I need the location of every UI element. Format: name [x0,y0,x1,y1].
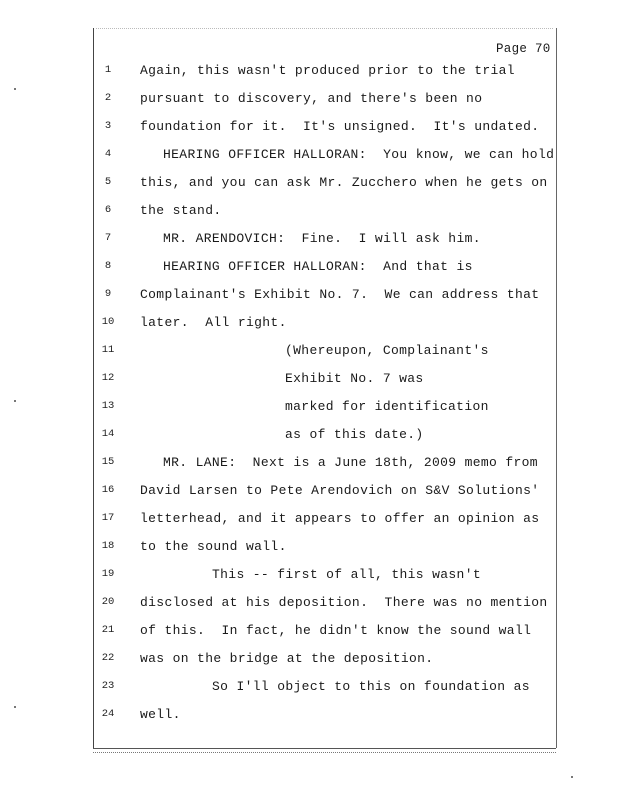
line-number: 18 [101,540,115,552]
transcript-line: HEARING OFFICER HALLORAN: And that is [163,259,473,274]
scan-speck [14,88,16,90]
transcript-line: So I'll object to this on foundation as [212,679,530,694]
transcript-line: to the sound wall. [140,539,287,554]
line-number: 12 [101,372,115,384]
line-number: 3 [104,120,112,132]
transcript-line: letterhead, and it appears to offer an opinion as [140,511,540,526]
line-number: 22 [101,652,115,664]
line-number: 20 [101,596,115,608]
left-margin-rule [93,28,94,748]
transcript-line: (Whereupon, Complainant's [285,343,489,358]
page-number: Page 70 [496,42,551,56]
line-number: 13 [101,400,115,412]
scan-speck [571,776,573,778]
bottom-border-dotted [93,752,556,753]
line-number: 21 [101,624,115,636]
line-number: 10 [101,316,115,328]
bottom-border [93,748,556,749]
scan-speck [14,400,16,402]
transcript-line: This -- first of all, this wasn't [212,567,481,582]
transcript-line: later. All right. [140,315,287,330]
line-number: 23 [101,680,115,692]
transcript-line: disclosed at his deposition. There was no mention [140,595,548,610]
line-number: 5 [104,176,112,188]
line-number: 2 [104,92,112,104]
top-border [96,28,553,29]
transcript-line: was on the bridge at the deposition. [140,651,434,666]
transcript-line: this, and you can ask Mr. Zucchero when he gets on [140,175,548,190]
transcript-line: HEARING OFFICER HALLORAN: You know, we can hold [163,147,555,162]
transcript-line: Complainant's Exhibit No. 7. We can address that [140,287,540,302]
transcript-line: pursuant to discovery, and there's been no [140,91,483,106]
transcript-line: of this. In fact, he didn't know the sound wall [140,623,532,638]
line-number: 19 [101,568,115,580]
line-number: 7 [104,232,112,244]
transcript-line: foundation for it. It's unsigned. It's undated. [140,119,540,134]
line-number: 4 [104,148,112,160]
transcript-line: as of this date.) [285,427,424,442]
transcript-line: the stand. [140,203,222,218]
scan-speck [14,706,16,708]
transcript-line: MR. ARENDOVICH: Fine. I will ask him. [163,231,481,246]
line-number: 16 [101,484,115,496]
line-number: 17 [101,512,115,524]
transcript-line: Exhibit No. 7 was [285,371,424,386]
transcript-line: Again, this wasn't produced prior to the trial [140,63,515,78]
line-number: 11 [101,344,115,356]
transcript-line: marked for identification [285,399,489,414]
line-number: 15 [101,456,115,468]
line-number: 1 [104,64,112,76]
transcript-line: well. [140,707,181,722]
transcript-line: David Larsen to Pete Arendovich on S&V Solutions' [140,483,540,498]
line-number: 6 [104,204,112,216]
right-margin-rule [556,28,557,748]
line-number: 14 [101,428,115,440]
line-number: 24 [101,708,115,720]
line-number: 8 [104,260,112,272]
transcript-line: MR. LANE: Next is a June 18th, 2009 memo from [163,455,538,470]
line-number: 9 [104,288,112,300]
